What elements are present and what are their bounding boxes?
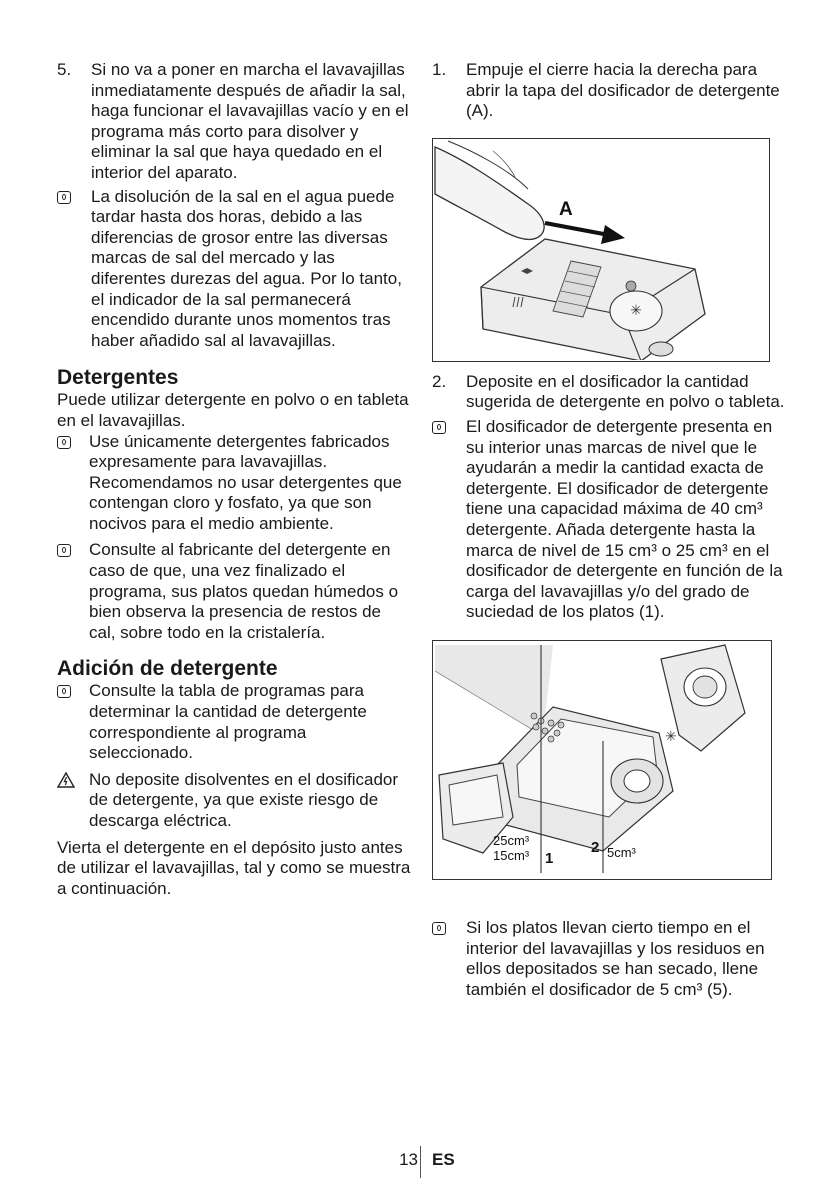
heading-detergentes: Detergentes (57, 366, 179, 390)
page-number: 13 (399, 1150, 418, 1169)
label-2: 2 (591, 838, 600, 856)
left-column (57, 60, 412, 899)
note-salt (57, 187, 412, 352)
footer-divider (420, 1146, 421, 1178)
info-icon (57, 191, 71, 204)
page-footer (0, 1146, 840, 1176)
svg-text:✳: ✳ (630, 301, 642, 318)
step-number: 1. (432, 60, 447, 79)
info-icon (57, 685, 71, 698)
step-text: Empuje el cierre hacia la derecha para abrir la tapa del dosificador de detergente (A). (466, 60, 780, 121)
step-2 (432, 372, 792, 413)
note-text: La disolución de la sal en el agua puede tardar hasta dos horas, debido a las diferencias de grosor entre las diversas marcas de sal del mercado y las diferentes durezas del agua. Por lo tanto, el indicador de la sal permanecerá encendido durante unos momentos tras haber añadido sal al lavavajillas. (91, 186, 402, 350)
note-text: Consulte la tabla de programas para determinar la cantidad de detergente correspondiente al programa seleccionado. (89, 681, 367, 763)
svg-text:✳: ✳ (665, 727, 677, 744)
closing-text: Vierta el detergente en el depósito justo antes de utilizar el lavavajillas, tal y como se muestra a continuación. (57, 837, 411, 898)
note-use (57, 432, 412, 535)
label-1: 1 (545, 849, 554, 867)
heading-adicion: Adición de detergente (57, 657, 278, 681)
intro-text: Puede utilizar detergente en polvo o en tableta en el lavavajillas. (57, 390, 409, 430)
note-consult (57, 540, 412, 643)
note-dispenser (432, 417, 792, 623)
warning-text: No deposite disolventes en el dosificador de detergente, ya que existe riesgo de descarga eléctrica. (89, 769, 399, 830)
info-icon (57, 544, 71, 557)
language-code: ES (432, 1150, 455, 1169)
note-text: Consulte al fabricante del detergente en caso de que, una vez finalizado el programa, sus platos quedan húmedos o bien observa la presencia de restos de cal, sobre todo en la cristalería. (89, 540, 399, 642)
step-number: 5. (57, 60, 72, 79)
figure-open-dispenser (432, 138, 770, 362)
step-text: Si no va a poner en marcha el lavavajillas inmediatamente después de añadir la sal, haga funcionar el lavavajillas vacío y en el programa más corto para disolver y eliminar la sal que haya quedado en el interior del aparato. (91, 60, 409, 182)
note-dried (432, 918, 792, 1000)
label-a: A (559, 198, 573, 220)
step-number: 2. (432, 371, 447, 391)
warning-icon (57, 772, 75, 788)
step-1 (432, 60, 792, 122)
mark-25-label: 25cm³ (493, 832, 530, 848)
step-5 (57, 60, 412, 184)
mark-5-label: 5cm³ (607, 844, 636, 860)
note-text: Use únicamente detergentes fabricados expresamente para lavavajillas. Recomendamos no usar detergentes que contengan cloro y fosfato, ya que son nocivos para el medio ambiente. (89, 431, 402, 533)
mark-15-label: 15cm³ (493, 847, 530, 863)
note-table (57, 681, 412, 763)
warning-item (57, 770, 412, 832)
direction-arrow (545, 223, 609, 235)
info-icon (432, 922, 446, 935)
level-marks-illustration (433, 641, 770, 878)
info-icon (57, 436, 71, 449)
info-icon (432, 421, 446, 434)
note-text: Si los platos llevan cierto tiempo en el interior del lavavajillas y los residuos en ellos depositados se han secado, llene también el dosificador de 5 cm³ (5). (466, 917, 765, 999)
right-column (432, 60, 792, 1000)
figure-level-marks (432, 640, 772, 880)
dispenser-illustration (433, 139, 768, 360)
step-text: Deposite en el dosificador la cantidad sugerida de detergente en polvo o tableta. (466, 371, 785, 412)
note-text: El dosificador de detergente presenta en su interior unas marcas de nivel que le ayudarán a medir la cantidad exacta de detergente. El dosificador de detergente tiene una capacidad máxima de 40 cm³ detergente. Añada detergente hasta la marca de nivel de 15 cm³ o 25 cm³ en el dosificador de detergente en función de la carga del lavavajillas y/o del grado de suciedad de los platos (1). (466, 416, 783, 622)
